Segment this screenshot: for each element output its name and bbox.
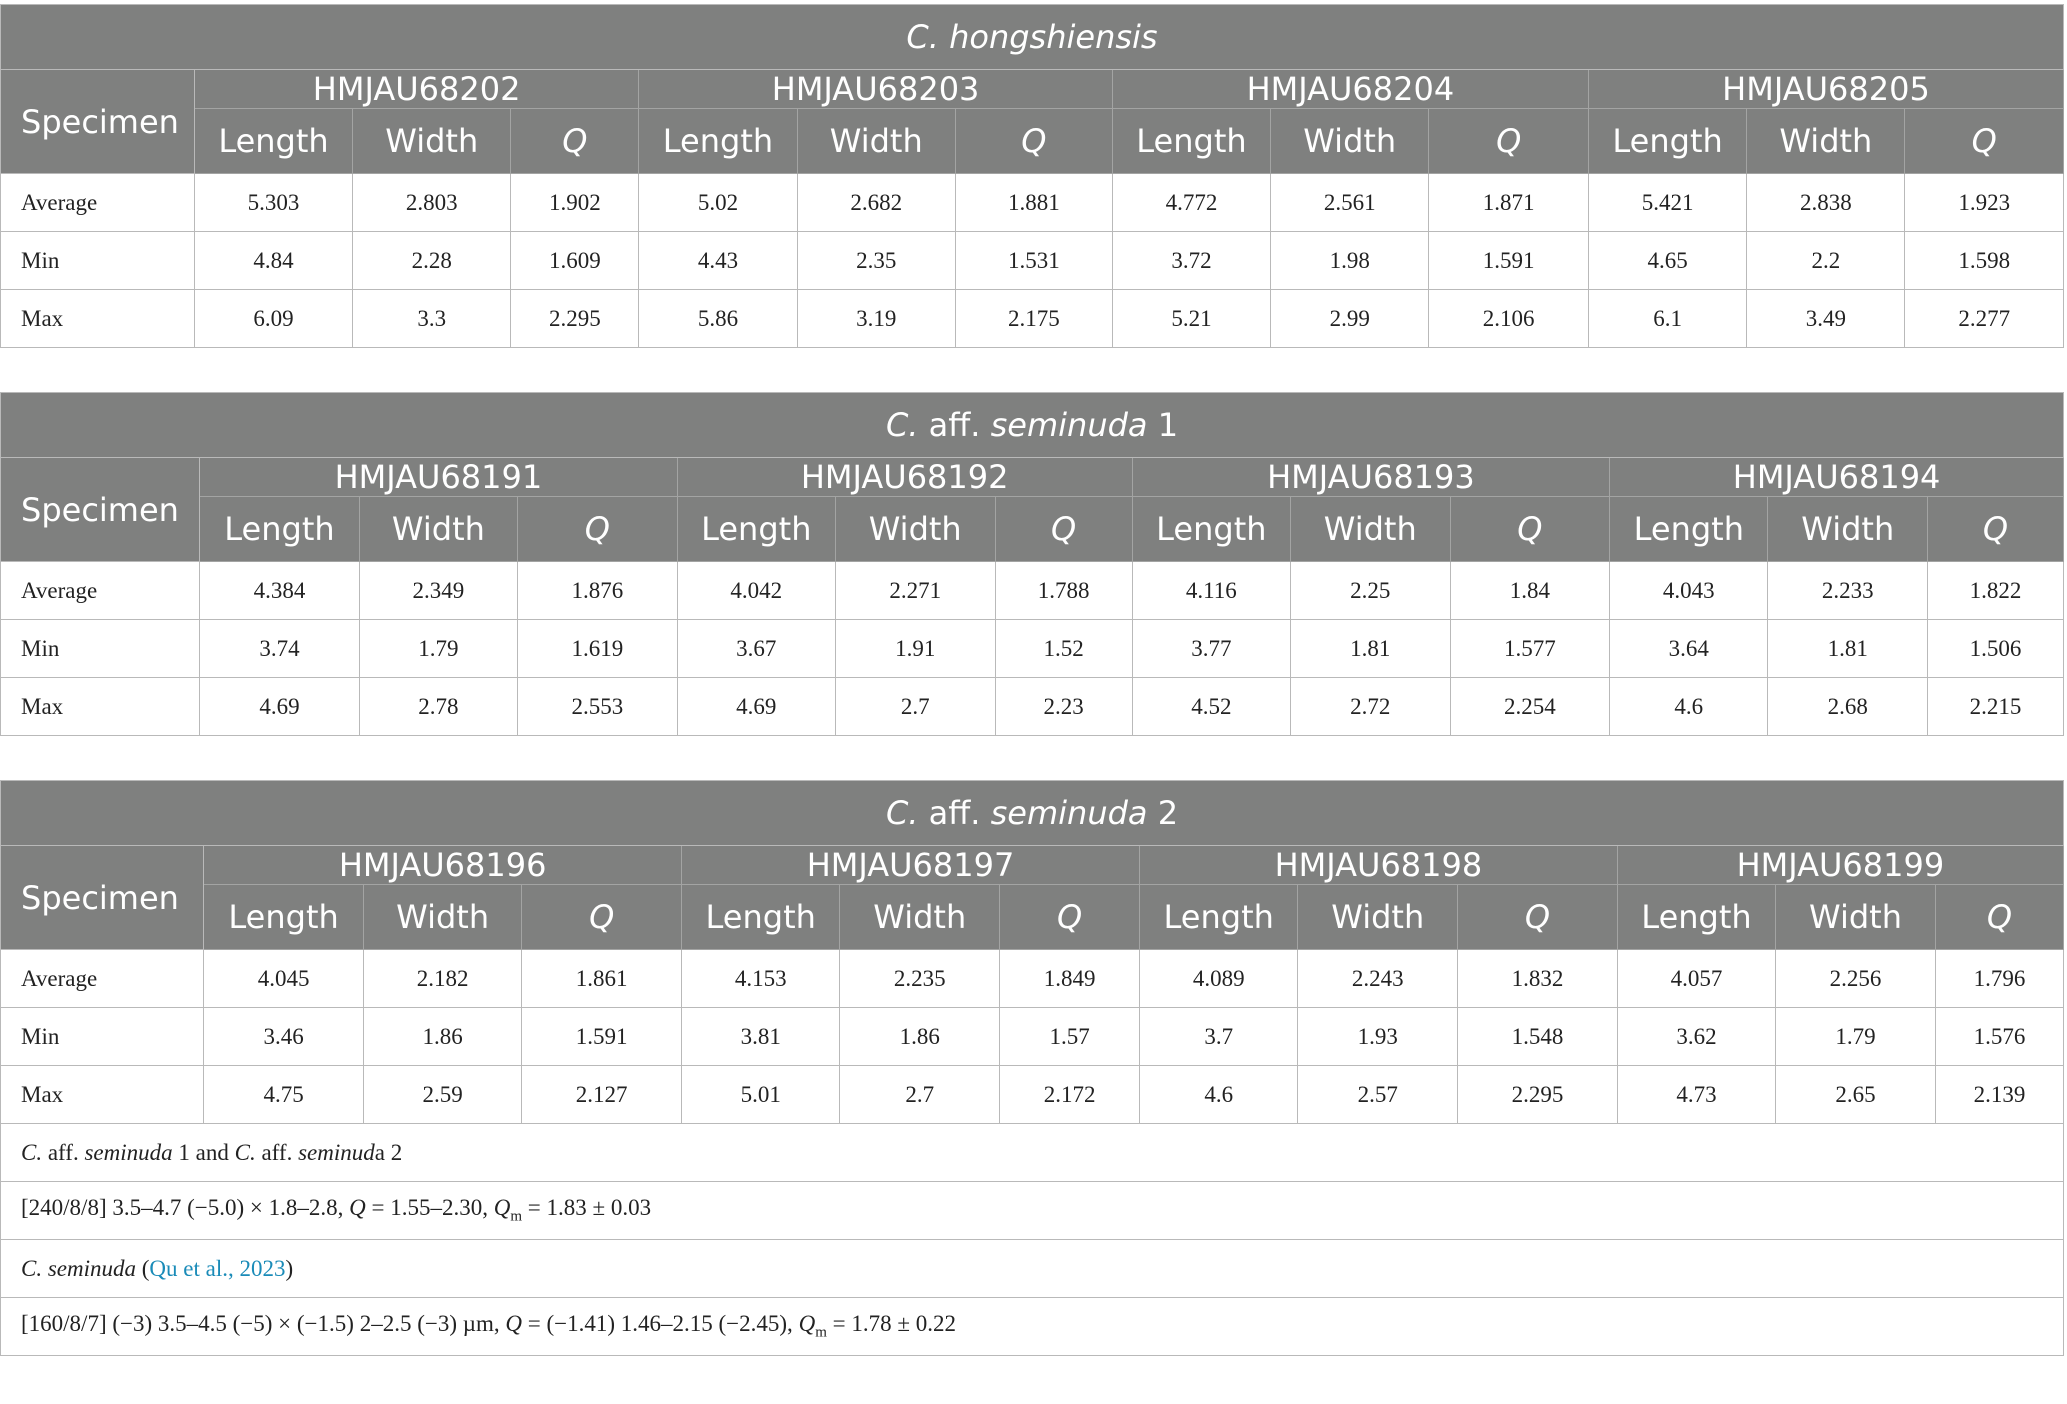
row-label: Min	[1, 1008, 204, 1066]
table-cell: 1.81	[1290, 620, 1450, 678]
col-width: Width	[1298, 885, 1458, 950]
table-cell: 2.553	[518, 678, 678, 736]
specimen-header: Specimen	[1, 70, 195, 174]
table-cell: 4.69	[677, 678, 835, 736]
table-row	[1, 174, 2064, 232]
table-cell: 3.74	[200, 620, 360, 678]
table-row	[1, 678, 2064, 736]
table-cell: 4.65	[1588, 232, 1746, 290]
note-species-pair: C. aff. seminuda 1 and C. aff. seminuda 2	[1, 1124, 2064, 1182]
table-cell: 3.64	[1610, 620, 1768, 678]
table-cell: 2.139	[1935, 1066, 2063, 1124]
table-row	[1, 950, 2064, 1008]
col-length: Length	[1610, 497, 1768, 562]
table-cell: 2.65	[1776, 1066, 1936, 1124]
table-title: C. aff. seminuda 2	[1, 781, 2064, 846]
table-cell: 4.69	[200, 678, 360, 736]
row-label: Max	[1, 1066, 204, 1124]
table-row	[1, 562, 2064, 620]
table-cell: 4.384	[200, 562, 360, 620]
table-cell: 4.73	[1617, 1066, 1775, 1124]
table-cell: 2.106	[1429, 290, 1589, 348]
col-q: Q	[955, 109, 1112, 174]
col-width: Width	[835, 497, 995, 562]
table-title: C. aff. seminuda 1	[1, 393, 2064, 458]
table-row	[1, 1008, 2064, 1066]
table-cell: 4.089	[1140, 950, 1298, 1008]
table-row	[1, 290, 2064, 348]
col-q: Q	[1000, 885, 1140, 950]
table-cell: 3.19	[797, 290, 955, 348]
specimen-id: HMJAU68193	[1132, 458, 1609, 497]
note-row	[1, 1124, 2064, 1182]
col-width: Width	[1776, 885, 1936, 950]
citation-link[interactable]: Qu et al., 2023	[149, 1255, 286, 1281]
table-cell: 2.277	[1905, 290, 2064, 348]
row-label: Average	[1, 174, 195, 232]
specimen-id: HMJAU68203	[639, 70, 1112, 109]
table-cell: 1.98	[1271, 232, 1429, 290]
col-q: Q	[1935, 885, 2063, 950]
table-cell: 2.838	[1747, 174, 1905, 232]
table-cell: 1.57	[1000, 1008, 1140, 1066]
table-cell: 1.506	[1928, 620, 2064, 678]
table-cell: 1.881	[955, 174, 1112, 232]
specimen-id: HMJAU68198	[1140, 846, 1618, 885]
table-cell: 2.233	[1768, 562, 1928, 620]
table-cell: 2.243	[1298, 950, 1458, 1008]
col-length: Length	[204, 885, 364, 950]
table-cell: 2.99	[1271, 290, 1429, 348]
specimen-id: HMJAU68199	[1617, 846, 2063, 885]
table-cell: 5.303	[194, 174, 352, 232]
table-cell: 1.79	[359, 620, 517, 678]
table-cell: 2.7	[840, 1066, 1000, 1124]
row-label: Max	[1, 678, 200, 736]
row-label: Min	[1, 232, 195, 290]
table-cell: 5.01	[682, 1066, 840, 1124]
table-cell: 1.822	[1928, 562, 2064, 620]
table-cell: 2.2	[1747, 232, 1905, 290]
table-cell: 5.86	[639, 290, 797, 348]
col-length: Length	[200, 497, 360, 562]
table-cell: 1.788	[995, 562, 1132, 620]
col-width: Width	[1271, 109, 1429, 174]
table-cell: 2.682	[797, 174, 955, 232]
col-q: Q	[511, 109, 639, 174]
note-measurements-1: [240/8/8] 3.5–4.7 (−5.0) × 1.8–2.8, Q = 1.55–2.30, $Q_m = 1.83 \pm 0.03$	[1, 1182, 2064, 1240]
table-cell: 1.876	[518, 562, 678, 620]
table-cell: 2.803	[353, 174, 511, 232]
col-width: Width	[359, 497, 517, 562]
table-cell: 1.52	[995, 620, 1132, 678]
col-length: Length	[682, 885, 840, 950]
table-cell: 1.91	[835, 620, 995, 678]
note-row	[1, 1182, 2064, 1240]
table-cell: 1.591	[522, 1008, 682, 1066]
table-cell: 3.62	[1617, 1008, 1775, 1066]
table-cell: 4.43	[639, 232, 797, 290]
table-cell: 1.86	[840, 1008, 1000, 1066]
col-q: Q	[1928, 497, 2064, 562]
table-cell: 2.25	[1290, 562, 1450, 620]
table-cell: 4.057	[1617, 950, 1775, 1008]
col-q: Q	[995, 497, 1132, 562]
table-cell: 2.35	[797, 232, 955, 290]
col-width: Width	[840, 885, 1000, 950]
table-cell: 2.127	[522, 1066, 682, 1124]
row-label: Min	[1, 620, 200, 678]
specimen-id: HMJAU68194	[1610, 458, 2064, 497]
table-cell: 1.871	[1429, 174, 1589, 232]
table-cell: 2.59	[363, 1066, 521, 1124]
col-width: Width	[363, 885, 521, 950]
table-cell: 6.1	[1588, 290, 1746, 348]
note-row	[1, 1240, 2064, 1298]
table-cell: 4.043	[1610, 562, 1768, 620]
table-cell: 3.7	[1140, 1008, 1298, 1066]
table-cell: 4.045	[204, 950, 364, 1008]
table-title: C. hongshiensis	[1, 5, 2064, 70]
table-cell: 2.28	[353, 232, 511, 290]
table-cell: 3.46	[204, 1008, 364, 1066]
specimen-id: HMJAU68205	[1588, 70, 2063, 109]
table-row	[1, 620, 2064, 678]
table-cell: 1.81	[1768, 620, 1928, 678]
table-cell: 2.271	[835, 562, 995, 620]
table-cell: 2.254	[1450, 678, 1610, 736]
table-cell: 4.52	[1132, 678, 1290, 736]
table-cell: 4.75	[204, 1066, 364, 1124]
table-cell: 3.77	[1132, 620, 1290, 678]
col-width: Width	[353, 109, 511, 174]
col-length: Length	[1617, 885, 1775, 950]
table-cell: 4.6	[1140, 1066, 1298, 1124]
table-cell: 4.116	[1132, 562, 1290, 620]
table-cell: 5.02	[639, 174, 797, 232]
col-width: Width	[1747, 109, 1905, 174]
table-cell: 2.23	[995, 678, 1132, 736]
table-cell: 2.349	[359, 562, 517, 620]
col-q: Q	[1429, 109, 1589, 174]
col-q: Q	[1450, 497, 1610, 562]
table-cell: 3.3	[353, 290, 511, 348]
col-q: Q	[522, 885, 682, 950]
table-cell: 5.421	[1588, 174, 1746, 232]
table-cell: 1.591	[1429, 232, 1589, 290]
table-cell: 1.619	[518, 620, 678, 678]
table-cell: 3.81	[682, 1008, 840, 1066]
col-width: Width	[1290, 497, 1450, 562]
table-cell: 2.215	[1928, 678, 2064, 736]
table-cell: 1.86	[363, 1008, 521, 1066]
table-cell: 2.561	[1271, 174, 1429, 232]
table-cell: 1.849	[1000, 950, 1140, 1008]
table-cell: 2.172	[1000, 1066, 1140, 1124]
table-cell: 2.295	[511, 290, 639, 348]
col-width: Width	[797, 109, 955, 174]
table-cell: 1.576	[1935, 1008, 2063, 1066]
table-cell: 1.79	[1776, 1008, 1936, 1066]
spore-table-2	[0, 392, 2064, 736]
table-cell: 2.295	[1458, 1066, 1618, 1124]
table-cell: 2.68	[1768, 678, 1928, 736]
table-cell: 1.923	[1905, 174, 2064, 232]
col-length: Length	[1588, 109, 1746, 174]
table-cell: 3.49	[1747, 290, 1905, 348]
table-cell: 2.78	[359, 678, 517, 736]
table-cell: 1.832	[1458, 950, 1618, 1008]
specimen-id: HMJAU68202	[194, 70, 638, 109]
col-width: Width	[1768, 497, 1928, 562]
table-cell: 2.57	[1298, 1066, 1458, 1124]
table-cell: 1.577	[1450, 620, 1610, 678]
table-cell: 5.21	[1112, 290, 1270, 348]
table-cell: 2.182	[363, 950, 521, 1008]
table-row	[1, 232, 2064, 290]
specimen-header: Specimen	[1, 458, 200, 562]
table-cell: 4.772	[1112, 174, 1270, 232]
col-length: Length	[194, 109, 352, 174]
table-cell: 4.042	[677, 562, 835, 620]
table-cell: 1.598	[1905, 232, 2064, 290]
table-cell: 3.72	[1112, 232, 1270, 290]
col-q: Q	[518, 497, 678, 562]
table-cell: 2.256	[1776, 950, 1936, 1008]
table-row	[1, 1066, 2064, 1124]
row-label: Average	[1, 562, 200, 620]
note-row	[1, 1298, 2064, 1356]
col-length: Length	[1140, 885, 1298, 950]
table-cell: 2.175	[955, 290, 1112, 348]
row-label: Max	[1, 290, 195, 348]
row-label: Average	[1, 950, 204, 1008]
table-cell: 1.861	[522, 950, 682, 1008]
specimen-header: Specimen	[1, 846, 204, 950]
table-cell: 1.531	[955, 232, 1112, 290]
table-cell: 1.93	[1298, 1008, 1458, 1066]
table-cell: 4.84	[194, 232, 352, 290]
table-cell: 2.235	[840, 950, 1000, 1008]
spore-table-1	[0, 4, 2064, 348]
specimen-id: HMJAU68204	[1112, 70, 1588, 109]
table-cell: 1.902	[511, 174, 639, 232]
col-length: Length	[677, 497, 835, 562]
table-cell: 1.84	[1450, 562, 1610, 620]
specimen-id: HMJAU68191	[200, 458, 677, 497]
note-measurements-2: [160/8/7] (−3) 3.5–4.5 (−5) × (−1.5) 2–2.5 (−3) µm, Q = (−1.41) 1.46–2.15 (−2.45), $Q_m = 1.78 \pm 0.22$	[1, 1298, 2064, 1356]
note-reference: C. seminuda (Qu et al., 2023)	[1, 1240, 2064, 1298]
col-q: Q	[1905, 109, 2064, 174]
table-cell: 1.548	[1458, 1008, 1618, 1066]
col-length: Length	[1112, 109, 1270, 174]
col-q: Q	[1458, 885, 1618, 950]
table-cell: 2.72	[1290, 678, 1450, 736]
specimen-id: HMJAU68197	[682, 846, 1140, 885]
table-cell: 4.153	[682, 950, 840, 1008]
table-cell: 2.7	[835, 678, 995, 736]
table-cell: 1.609	[511, 232, 639, 290]
table-cell: 1.796	[1935, 950, 2063, 1008]
table-cell: 3.67	[677, 620, 835, 678]
col-length: Length	[639, 109, 797, 174]
col-length: Length	[1132, 497, 1290, 562]
specimen-id: HMJAU68192	[677, 458, 1132, 497]
table-cell: 4.6	[1610, 678, 1768, 736]
table-cell: 6.09	[194, 290, 352, 348]
spore-table-3	[0, 780, 2064, 1356]
specimen-id: HMJAU68196	[204, 846, 682, 885]
